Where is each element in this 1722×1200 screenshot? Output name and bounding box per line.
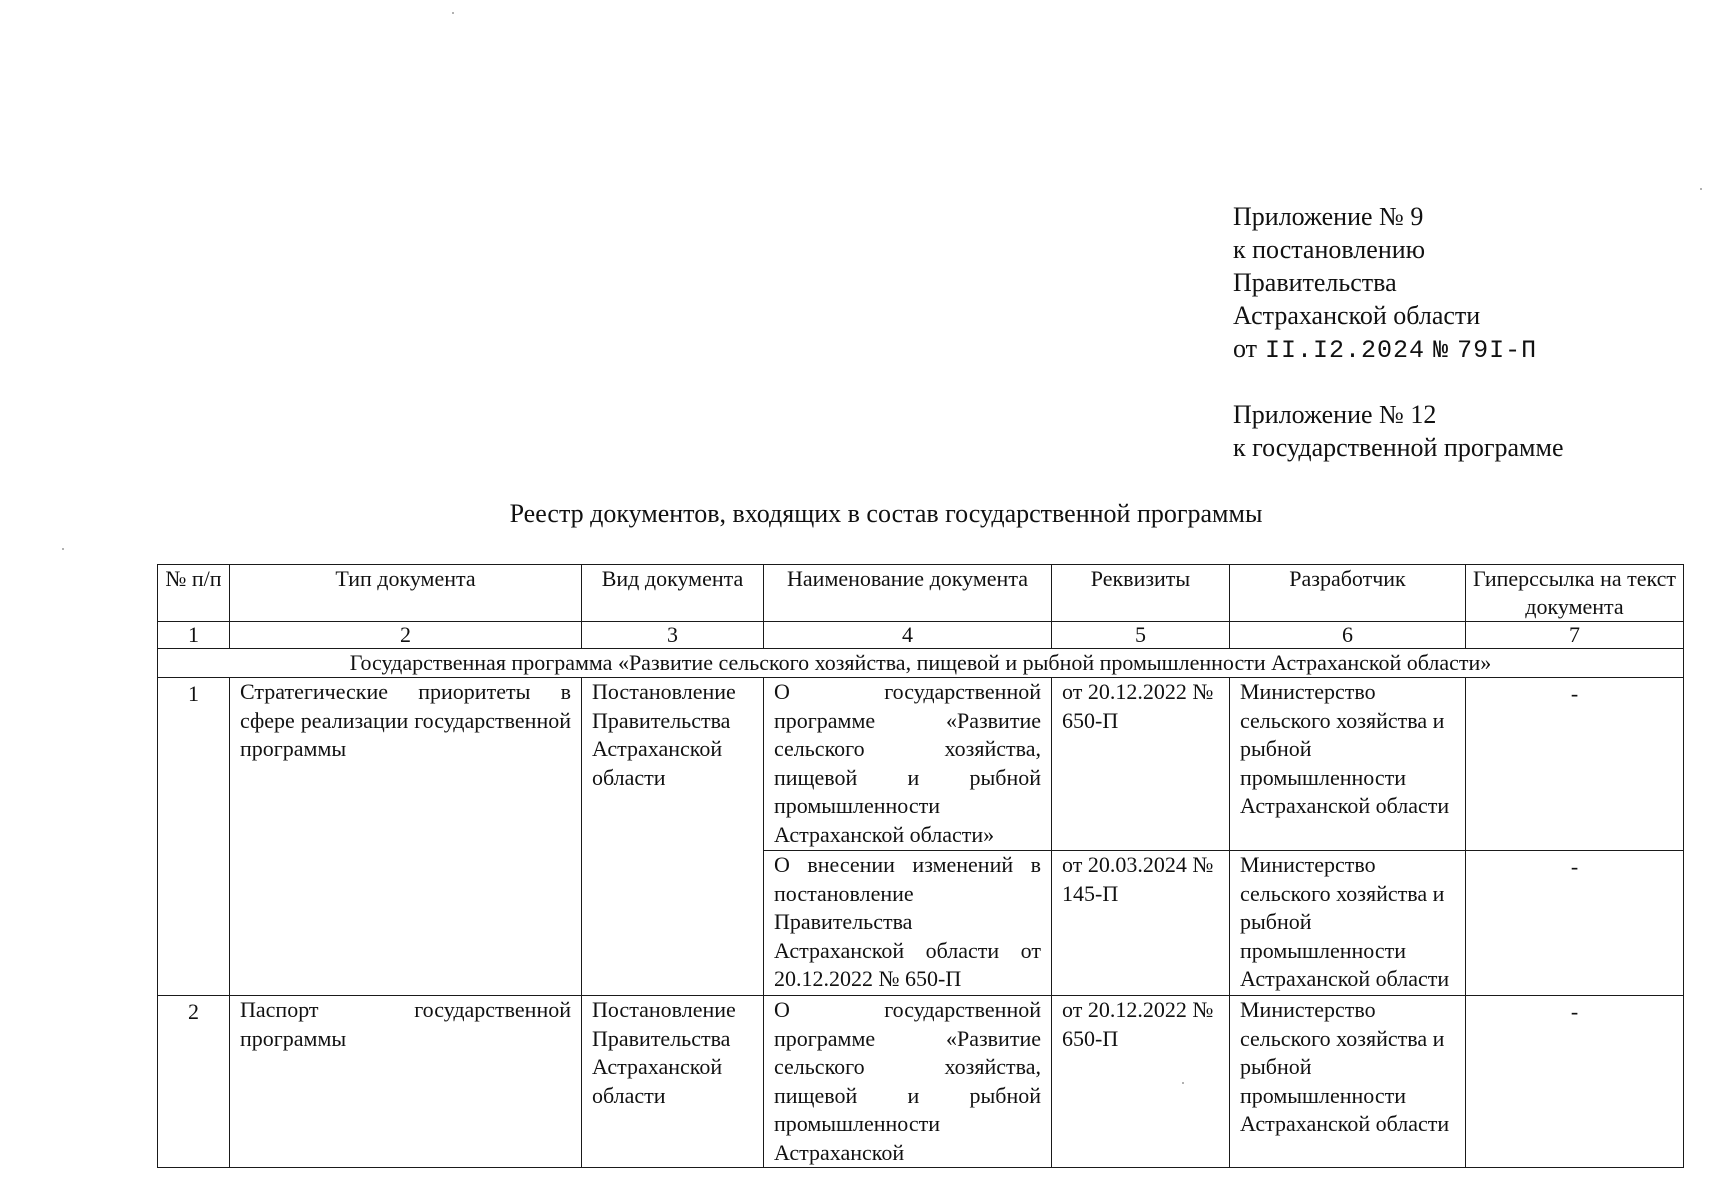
- header-cell-hyperlink: Гиперссылка на текст документа: [1466, 565, 1684, 622]
- header-row: [158, 565, 1684, 622]
- doc-kind-cell: Постановление Правительства Астраханской области: [582, 996, 764, 1168]
- column-number: 4: [764, 622, 1052, 649]
- appendix-12-block: [1233, 398, 1564, 464]
- column-number: 3: [582, 622, 764, 649]
- row-number: 1: [158, 678, 230, 996]
- developer-cell: Министерство сельского хозяйства и рыбной промышленности Астраханской области: [1230, 996, 1466, 1168]
- header-cell-number: № п/п: [158, 565, 230, 622]
- header-cell-doc-type: Тип документа: [230, 565, 582, 622]
- column-number-row: [158, 622, 1684, 649]
- header-cell-requisites: Реквизиты: [1052, 565, 1230, 622]
- number-sign: №: [1433, 336, 1450, 365]
- appendix-9-line-4: Астраханской области: [1233, 301, 1481, 330]
- scan-speck: [452, 12, 454, 14]
- developer-cell: Министерство сельского хозяйства и рыбной промышленности Астраханской области: [1230, 851, 1466, 996]
- column-number: 7: [1466, 622, 1684, 649]
- doc-name-cell: О государственной программе «Развитие сельского хозяйства, пищевой и рыбной промышленности Астраханской области»: [764, 678, 1052, 851]
- hyperlink-cell: -: [1466, 678, 1684, 851]
- appendix-9-line-1: Приложение № 9: [1233, 202, 1424, 231]
- doc-type-cell: Стратегические приоритеты в сфере реализации государственной программы: [230, 678, 582, 996]
- scan-speck: [62, 548, 64, 550]
- doc-kind-cell: Постановление Правительства Астраханской области: [582, 678, 764, 996]
- date-prefix: от: [1233, 334, 1258, 363]
- doc-name-cell: О государственной программе «Развитие сельского хозяйства, пищевой и рыбной промышленности Астраханской: [764, 996, 1052, 1168]
- registry-table: [157, 564, 1684, 1168]
- table-row: [158, 678, 1684, 851]
- table-row: [158, 996, 1684, 1168]
- requisites-cell: от 20.12.2022 № 650-П: [1052, 678, 1230, 851]
- appendix-9-date-line: [1233, 332, 1537, 367]
- appendix-12-line-2: к государственной программе: [1233, 433, 1564, 462]
- doc-name-cell: О внесении изменений в постановление Правительства Астраханской области от 20.12.2022 № 650-П: [764, 851, 1052, 996]
- resolution-number: 79I-П: [1457, 336, 1538, 365]
- appendix-12-line-1: Приложение № 12: [1233, 400, 1437, 429]
- appendix-9-line-2: к постановлению: [1233, 235, 1426, 264]
- row-number: 2: [158, 996, 230, 1168]
- column-number: 5: [1052, 622, 1230, 649]
- header-cell-doc-kind: Вид документа: [582, 565, 764, 622]
- doc-type-cell: Паспорт государственной программы: [230, 996, 582, 1168]
- developer-cell: Министерство сельского хозяйства и рыбной промышленности Астраханской области: [1230, 678, 1466, 851]
- column-number: 1: [158, 622, 230, 649]
- requisites-cell: от 20.12.2022 № 650-П: [1052, 996, 1230, 1168]
- appendix-9-block: [1233, 200, 1537, 367]
- program-title-row: [158, 649, 1684, 678]
- requisites-cell: от 20.03.2024 № 145-П: [1052, 851, 1230, 996]
- resolution-date: II.I2.2024: [1265, 336, 1426, 365]
- hyperlink-cell: -: [1466, 996, 1684, 1168]
- header-cell-developer: Разработчик: [1230, 565, 1466, 622]
- column-number: 2: [230, 622, 582, 649]
- header-cell-doc-name: Наименование документа: [764, 565, 1052, 622]
- scan-speck: [1700, 188, 1702, 190]
- document-title: Реестр документов, входящих в состав государственной программы: [509, 499, 1263, 528]
- column-number: 6: [1230, 622, 1466, 649]
- hyperlink-cell: -: [1466, 851, 1684, 996]
- appendix-9-line-3: Правительства: [1233, 268, 1397, 297]
- program-title-cell: Государственная программа «Развитие сельского хозяйства, пищевой и рыбной промышленности Астраханской области»: [158, 649, 1684, 678]
